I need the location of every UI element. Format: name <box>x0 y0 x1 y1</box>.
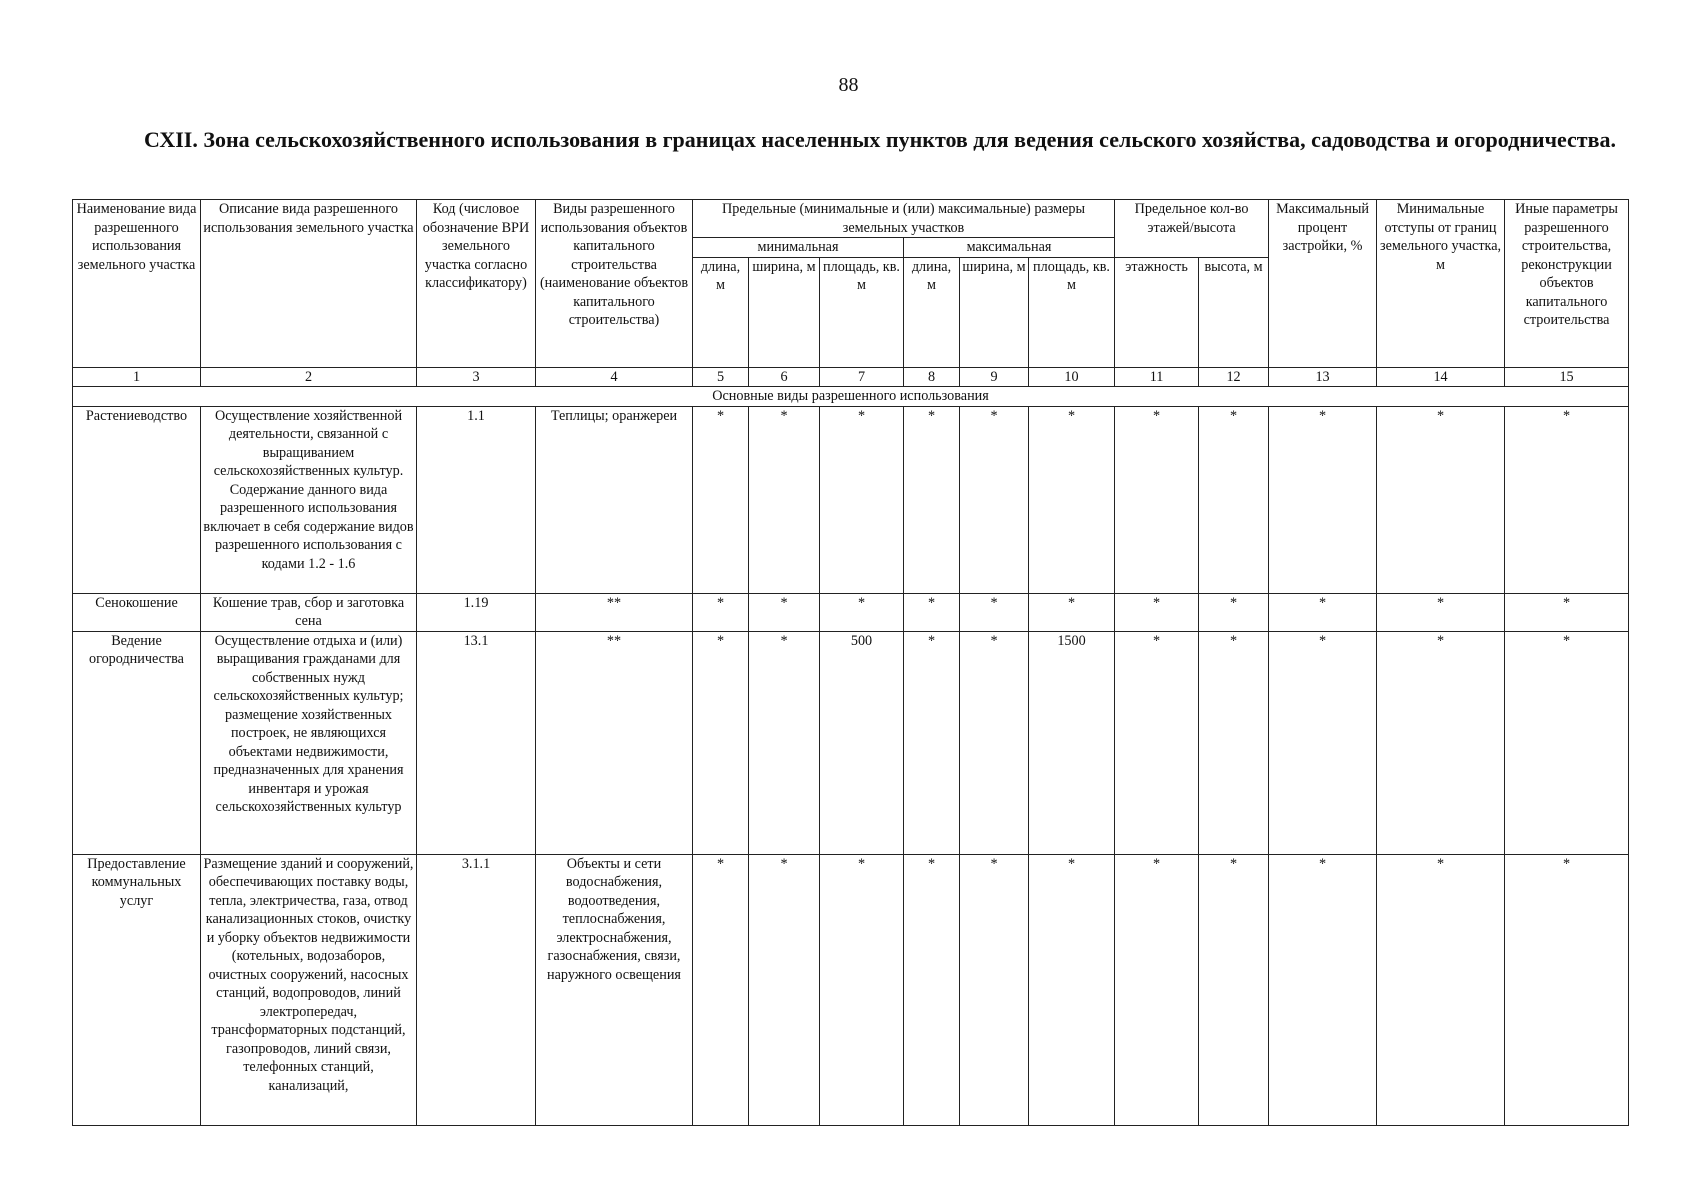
header-max-group: максимальная <box>904 238 1115 258</box>
row-description: Размещение зданий и сооружений, обеспечивающих поставку воды, тепла, электричества, газа, отвод канализационных стоков, очистку и уборку объектов недвижимости (котельных, водозаборов, очистных сооружений, насосных станций, водопроводов, линий электропередач, трансформаторных подстанций, газопроводов, линий связи, телефонных станций, канализаций, <box>201 854 417 1125</box>
row-value: * <box>904 854 960 1125</box>
column-number-row <box>73 367 1629 387</box>
row-value: * <box>1377 631 1505 854</box>
row-value: * <box>1269 854 1377 1125</box>
header-max-percent: Максимальный процент застройки, % <box>1269 200 1377 368</box>
row-code: 3.1.1 <box>417 854 536 1125</box>
table-row <box>73 854 1629 1125</box>
row-description: Кошение трав, сбор и заготовка сена <box>201 593 417 631</box>
row-name: Растениеводство <box>73 406 201 593</box>
header-min-width: ширина, м <box>749 257 820 367</box>
row-value: * <box>1505 854 1629 1125</box>
row-construction: Объекты и сети водоснабжения, водоотведения, теплоснабжения, электроснабжения, газоснабжения, связи, наружного освещения <box>536 854 693 1125</box>
header-code: Код (числовое обозначение ВРИ земельного участка согласно классификатору) <box>417 200 536 368</box>
row-value: * <box>1269 406 1377 593</box>
row-value: * <box>693 406 749 593</box>
table-row <box>73 593 1629 631</box>
row-value: * <box>693 854 749 1125</box>
column-number: 5 <box>693 367 749 387</box>
header-construction-types: Виды разрешенного использования объектов капитального строительства (наименование объектов капитального строительства) <box>536 200 693 368</box>
row-code: 1.19 <box>417 593 536 631</box>
row-code: 13.1 <box>417 631 536 854</box>
row-value: * <box>960 406 1029 593</box>
header-min-area: площадь, кв. м <box>820 257 904 367</box>
header-min-length: длина, м <box>693 257 749 367</box>
row-value: * <box>749 593 820 631</box>
section-heading: СХII. Зона сельскохозяйственного использования в границах населенных пунктов для ведения сельского хозяйства, садоводства и огородничества. <box>144 127 1616 152</box>
row-value: * <box>1505 593 1629 631</box>
column-number: 1 <box>73 367 201 387</box>
row-value: * <box>960 854 1029 1125</box>
row-value: * <box>1115 593 1199 631</box>
row-value: * <box>1199 406 1269 593</box>
row-value: * <box>820 406 904 593</box>
row-value: * <box>693 593 749 631</box>
row-construction: Теплицы; оранжереи <box>536 406 693 593</box>
header-min-setbacks: Минимальные отступы от границ земельного участка, м <box>1377 200 1505 368</box>
row-name: Ведение огородничества <box>73 631 201 854</box>
row-code: 1.1 <box>417 406 536 593</box>
header-max-width: ширина, м <box>960 257 1029 367</box>
column-number: 11 <box>1115 367 1199 387</box>
row-value: * <box>1377 593 1505 631</box>
column-number: 4 <box>536 367 693 387</box>
row-value: * <box>904 631 960 854</box>
row-value: * <box>1199 631 1269 854</box>
column-number: 2 <box>201 367 417 387</box>
header-name: Наименование вида разрешенного использования земельного участка <box>73 200 201 368</box>
row-construction: ** <box>536 593 693 631</box>
header-other-params: Иные параметры разрешенного строительства, реконструкции объектов капитального строительства <box>1505 200 1629 368</box>
row-value: * <box>1505 406 1629 593</box>
column-number: 13 <box>1269 367 1377 387</box>
row-value: * <box>1029 593 1115 631</box>
row-value: * <box>749 406 820 593</box>
row-value: * <box>693 631 749 854</box>
row-name: Предоставление коммунальных услуг <box>73 854 201 1125</box>
row-value: * <box>1269 593 1377 631</box>
row-value: * <box>749 631 820 854</box>
row-value: * <box>1377 854 1505 1125</box>
header-size-limits: Предельные (минимальные и (или) максимальные) размеры земельных участков <box>693 200 1115 238</box>
column-number: 15 <box>1505 367 1629 387</box>
row-value: * <box>820 854 904 1125</box>
page-number: 88 <box>838 74 859 96</box>
column-number: 3 <box>417 367 536 387</box>
header-floors: этажность <box>1115 257 1199 367</box>
header-floors-group: Предельное кол-во этажей/высота <box>1115 200 1269 258</box>
column-number: 7 <box>820 367 904 387</box>
column-number: 8 <box>904 367 960 387</box>
row-value: * <box>960 593 1029 631</box>
header-height: высота, м <box>1199 257 1269 367</box>
row-value: * <box>960 631 1029 854</box>
row-value: * <box>1269 631 1377 854</box>
row-value: 1500 <box>1029 631 1115 854</box>
row-description: Осуществление отдыха и (или) выращивания гражданами для собственных нужд сельскохозяйственных культур; размещение хозяйственных построек, не являющихся объектами недвижимости, предназначенных для хранения инвентаря и урожая сельскохозяйственных культур <box>201 631 417 854</box>
header-max-length: длина, м <box>904 257 960 367</box>
column-number: 14 <box>1377 367 1505 387</box>
row-value: * <box>904 406 960 593</box>
row-value: * <box>1029 406 1115 593</box>
table-row <box>73 631 1629 854</box>
row-value: 500 <box>820 631 904 854</box>
row-value: * <box>1115 406 1199 593</box>
row-construction: ** <box>536 631 693 854</box>
row-value: * <box>1505 631 1629 854</box>
row-value: * <box>1199 593 1269 631</box>
row-value: * <box>1199 854 1269 1125</box>
row-value: * <box>904 593 960 631</box>
row-value: * <box>1115 854 1199 1125</box>
column-number: 12 <box>1199 367 1269 387</box>
row-value: * <box>1029 854 1115 1125</box>
row-value: * <box>1377 406 1505 593</box>
row-value: * <box>749 854 820 1125</box>
column-number: 10 <box>1029 367 1115 387</box>
column-number: 6 <box>749 367 820 387</box>
row-value: * <box>1115 631 1199 854</box>
row-value: * <box>820 593 904 631</box>
row-description: Осуществление хозяйственной деятельности, связанной с выращиванием сельскохозяйственных культур. Содержание данного вида разрешенного использования включает в себя содержание видов разрешенного использования с кодами 1.2 - 1.6 <box>201 406 417 593</box>
header-min-group: минимальная <box>693 238 904 258</box>
row-name: Сенокошение <box>73 593 201 631</box>
header-description: Описание вида разрешенного использования земельного участка <box>201 200 417 368</box>
header-max-area: площадь, кв. м <box>1029 257 1115 367</box>
zoning-table <box>72 199 1629 1126</box>
table-row <box>73 406 1629 593</box>
column-number: 9 <box>960 367 1029 387</box>
section-title: Основные виды разрешенного использования <box>73 387 1629 407</box>
